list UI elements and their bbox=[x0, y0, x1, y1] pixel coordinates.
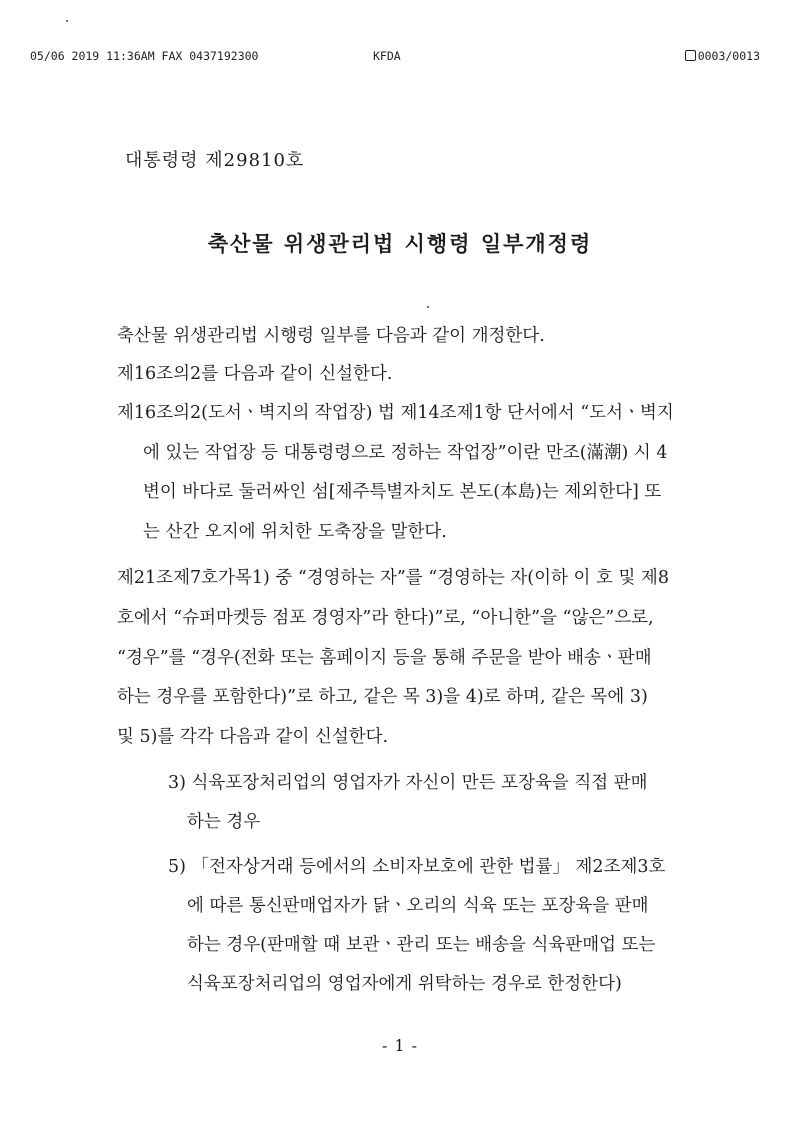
scan-speck bbox=[66, 20, 68, 22]
item-line: 5) 「전자상거래 등에서의 소비자보호에 관한 법률」 제2조제3호 bbox=[168, 857, 666, 877]
fax-page-icon bbox=[685, 50, 696, 61]
item-line: 하는 경우(판매할 때 보관ㆍ관리 또는 배송을 식육판매업 또는 bbox=[187, 935, 656, 955]
body-line: “경우”를 “경우(전화 또는 홈페이지 등을 통해 주문을 받아 배송ㆍ판매 bbox=[117, 648, 652, 668]
body-line: 변이 바다로 둘러싸인 섬[제주특별자치도 본도(本島)는 제외한다] 또 bbox=[143, 482, 662, 502]
body-line: 제16조의2(도서ㆍ벽지의 작업장) 법 제14조제1항 단서에서 “도서ㆍ벽지 bbox=[117, 403, 674, 423]
fax-page-counter bbox=[685, 49, 760, 63]
item-line: 3) 식육포장처리업의 영업자가 자신이 만든 포장육을 직접 판매 bbox=[168, 773, 648, 793]
body-line: 에 있는 작업장 등 대통령령으로 정하는 작업장”이란 만조(滿潮) 시 4 bbox=[143, 443, 668, 463]
body-line: 하는 경우를 포함한다)”로 하고, 같은 목 3)을 4)로 하며, 같은 목에 3) bbox=[117, 687, 648, 707]
body-line: 는 산간 오지에 위치한 도축장을 말한다. bbox=[143, 522, 447, 542]
fax-sender: KFDA bbox=[373, 49, 401, 63]
item-line: 식육포장처리업의 영업자에게 위탁하는 경우로 한정한다) bbox=[187, 974, 622, 994]
body-line: 제16조의2를 다음과 같이 신설한다. bbox=[117, 364, 393, 384]
body-line: 호에서 “슈퍼마켓등 점포 경영자”라 한다)”로, “아니한”을 “않은”으로, bbox=[117, 608, 654, 628]
item-line: 에 따른 통신판매업자가 닭ㆍ오리의 식육 또는 포장육을 판매 bbox=[187, 896, 649, 916]
fax-timestamp: 05/06 2019 11:36AM FAX 0437192300 bbox=[30, 49, 259, 63]
fax-header bbox=[30, 49, 760, 67]
scan-speck bbox=[427, 306, 429, 308]
fax-page-count-text: 0003/0013 bbox=[697, 49, 760, 63]
document-title: 축산물 위생관리법 시행령 일부개정령 bbox=[207, 231, 593, 256]
body-line: 축산물 위생관리법 시행령 일부를 다음과 같이 개정한다. bbox=[117, 326, 545, 346]
decree-number: 대통령령 제29810호 bbox=[125, 150, 305, 171]
body-line: 및 5)를 각각 다음과 같이 신설한다. bbox=[117, 727, 389, 747]
page-number: - 1 - bbox=[381, 1036, 419, 1055]
item-line: 하는 경우 bbox=[187, 812, 261, 832]
body-line: 제21조제7호가목1) 중 “경영하는 자”를 “경영하는 자(이하 이 호 및 제8 bbox=[117, 568, 669, 588]
